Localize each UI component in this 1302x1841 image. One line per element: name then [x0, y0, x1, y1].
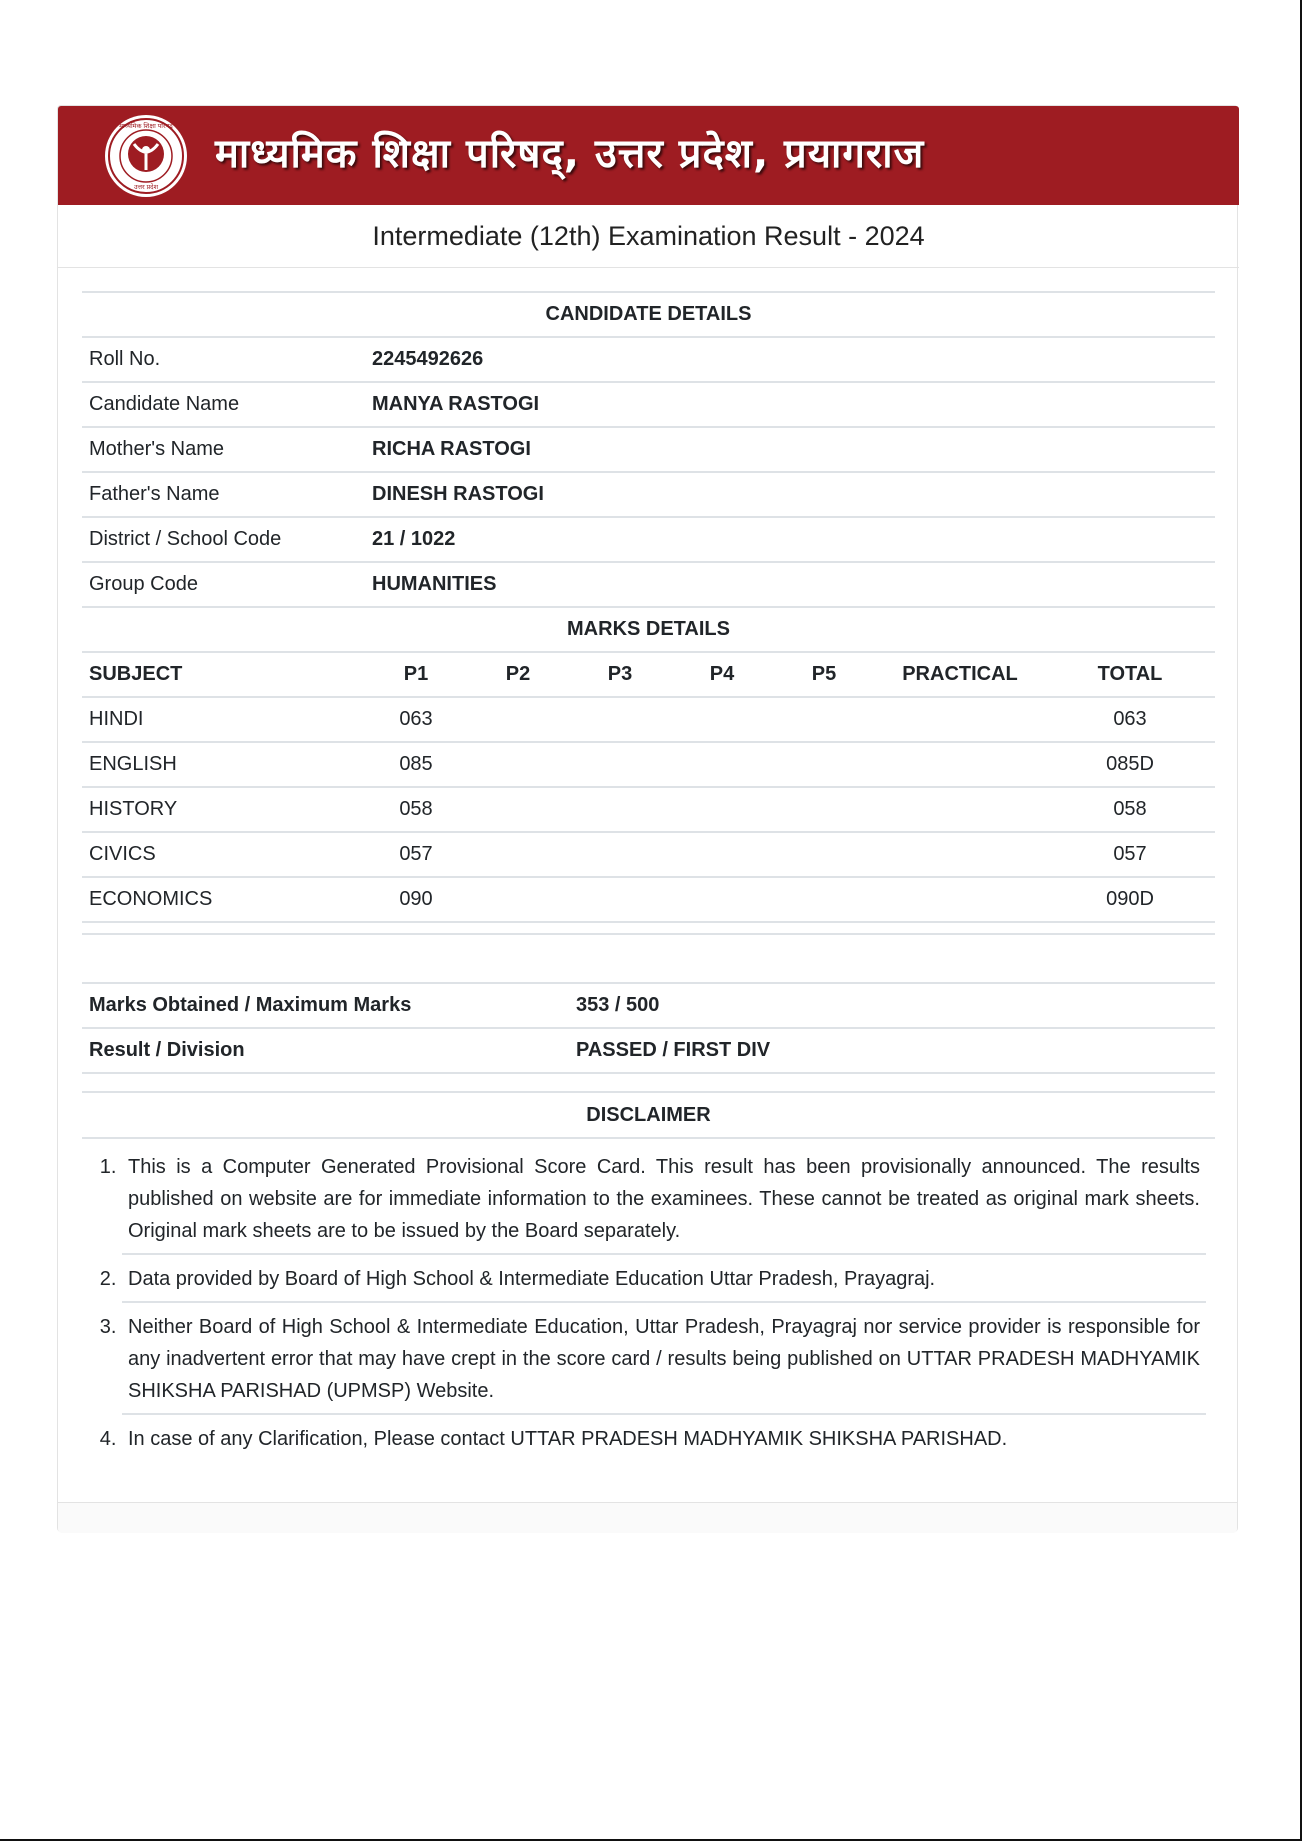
candidate-row	[82, 337, 1215, 382]
subject-cell: ENGLISH	[82, 742, 365, 787]
list-item: 1. This is a Computer Generated Provisional Score Card. This result has been provisionally announced. The results published on website are for immediate information to the examinees. These cannot be treated as original mark sheets. Original mark sheets are to be issued by the Board separately.	[122, 1143, 1206, 1255]
list-item: 3. Neither Board of High School & Intermediate Education, Uttar Pradesh, Prayagraj nor service provider is responsible for any inadvertent error that may have crept in the score card / results being published on UTTAR PRADESH MADHYAMIK SHIKSHA PARISHAD (UPMSP) Website.	[122, 1303, 1206, 1415]
col-total: TOTAL	[1045, 652, 1215, 697]
col-p2: P2	[467, 652, 569, 697]
p4-cell	[671, 877, 773, 922]
p1-cell: 085	[365, 742, 467, 787]
p2-cell	[467, 877, 569, 922]
p1-cell: 058	[365, 787, 467, 832]
marks-details-heading: MARKS DETAILS	[82, 607, 1215, 652]
p4-cell	[671, 832, 773, 877]
total-cell: 090D	[1045, 877, 1215, 922]
subject-cell: ECONOMICS	[82, 877, 365, 922]
p2-cell	[467, 832, 569, 877]
total-cell: 085D	[1045, 742, 1215, 787]
card-footer	[58, 1502, 1237, 1533]
p5-cell	[773, 742, 875, 787]
group-code-label: Group Code	[82, 562, 365, 606]
board-title: माध्यमिक शिक्षा परिषद्, उत्तर प्रदेश, प्रयागराज	[215, 131, 925, 177]
father-name-value: DINESH RASTOGI	[365, 472, 1215, 517]
practical-cell	[875, 787, 1045, 832]
p4-cell	[671, 742, 773, 787]
group-code-value: HUMANITIES	[365, 562, 1215, 606]
result-card	[57, 105, 1238, 1532]
col-p1: P1	[365, 652, 467, 697]
disclaimer-list	[82, 1143, 1206, 1461]
subject-cell: HINDI	[82, 697, 365, 742]
col-p3: P3	[569, 652, 671, 697]
col-practical: PRACTICAL	[875, 652, 1045, 697]
mother-name-value: RICHA RASTOGI	[365, 427, 1215, 472]
p2-cell	[467, 697, 569, 742]
district-school-code-value: 21 / 1022	[365, 517, 1215, 562]
p3-cell	[569, 877, 671, 922]
total-cell: 063	[1045, 697, 1215, 742]
p5-cell	[773, 832, 875, 877]
roll-no-value: 2245492626	[365, 337, 1215, 382]
table-row	[82, 742, 1215, 787]
candidate-name-value: MANYA RASTOGI	[365, 382, 1215, 427]
list-item: 4. In case of any Clarification, Please contact UTTAR PRADESH MADHYAMIK SHIKSHA PARISHAD.	[122, 1415, 1206, 1461]
p2-cell	[467, 787, 569, 832]
result-summary-section	[82, 982, 1215, 1074]
result-division-value: PASSED / FIRST DIV	[569, 1028, 1215, 1073]
table-row	[82, 877, 1215, 922]
marks-table-divider	[82, 923, 1215, 935]
candidate-row	[82, 427, 1215, 472]
table-row	[82, 787, 1215, 832]
p5-cell	[773, 697, 875, 742]
p5-cell	[773, 787, 875, 832]
board-emblem-icon	[104, 114, 188, 198]
candidate-details-heading: CANDIDATE DETAILS	[82, 292, 1215, 337]
marks-header-row	[82, 652, 1215, 697]
p1-cell: 063	[365, 697, 467, 742]
emblem-top-text: माध्यमिक शिक्षा परिषद्	[119, 123, 173, 130]
marks-table	[82, 606, 1215, 923]
practical-cell	[875, 877, 1045, 922]
p3-cell	[569, 697, 671, 742]
result-division-row	[82, 1028, 1215, 1073]
roll-no-label: Roll No.	[82, 337, 365, 382]
table-row	[82, 832, 1215, 877]
total-cell: 058	[1045, 787, 1215, 832]
candidate-row	[82, 472, 1215, 517]
candidate-details-section	[82, 291, 1215, 606]
p1-cell: 090	[365, 877, 467, 922]
practical-cell	[875, 697, 1045, 742]
candidate-details-table	[82, 291, 1215, 606]
p4-cell	[671, 787, 773, 832]
candidate-row	[82, 562, 1215, 606]
total-cell: 057	[1045, 832, 1215, 877]
p1-cell: 057	[365, 832, 467, 877]
marks-obtained-label: Marks Obtained / Maximum Marks	[82, 983, 569, 1028]
header-banner	[58, 106, 1239, 205]
p3-cell	[569, 832, 671, 877]
p3-cell	[569, 787, 671, 832]
result-division-label: Result / Division	[82, 1028, 569, 1073]
col-p5: P5	[773, 652, 875, 697]
exam-title: Intermediate (12th) Examination Result - 2024	[58, 205, 1239, 268]
col-p4: P4	[671, 652, 773, 697]
disclaimer-section	[82, 1091, 1215, 1461]
col-subject: SUBJECT	[82, 652, 365, 697]
practical-cell	[875, 832, 1045, 877]
p3-cell	[569, 742, 671, 787]
candidate-name-label: Candidate Name	[82, 382, 365, 427]
marks-obtained-value: 353 / 500	[569, 983, 1215, 1028]
p2-cell	[467, 742, 569, 787]
district-school-code-label: District / School Code	[82, 517, 365, 562]
marks-obtained-row	[82, 983, 1215, 1028]
table-row	[82, 697, 1215, 742]
mother-name-label: Mother's Name	[82, 427, 365, 472]
p5-cell	[773, 877, 875, 922]
subject-cell: HISTORY	[82, 787, 365, 832]
candidate-row	[82, 517, 1215, 562]
disclaimer-heading: DISCLAIMER	[82, 1091, 1215, 1139]
father-name-label: Father's Name	[82, 472, 365, 517]
emblem-bottom-text: उत्तर प्रदेश	[133, 184, 159, 191]
p4-cell	[671, 697, 773, 742]
subject-cell: CIVICS	[82, 832, 365, 877]
list-item: 2. Data provided by Board of High School & Intermediate Education Uttar Pradesh, Prayagraj.	[122, 1255, 1206, 1303]
result-summary-table	[82, 982, 1215, 1074]
marks-details-section	[82, 606, 1215, 935]
practical-cell	[875, 742, 1045, 787]
candidate-row	[82, 382, 1215, 427]
